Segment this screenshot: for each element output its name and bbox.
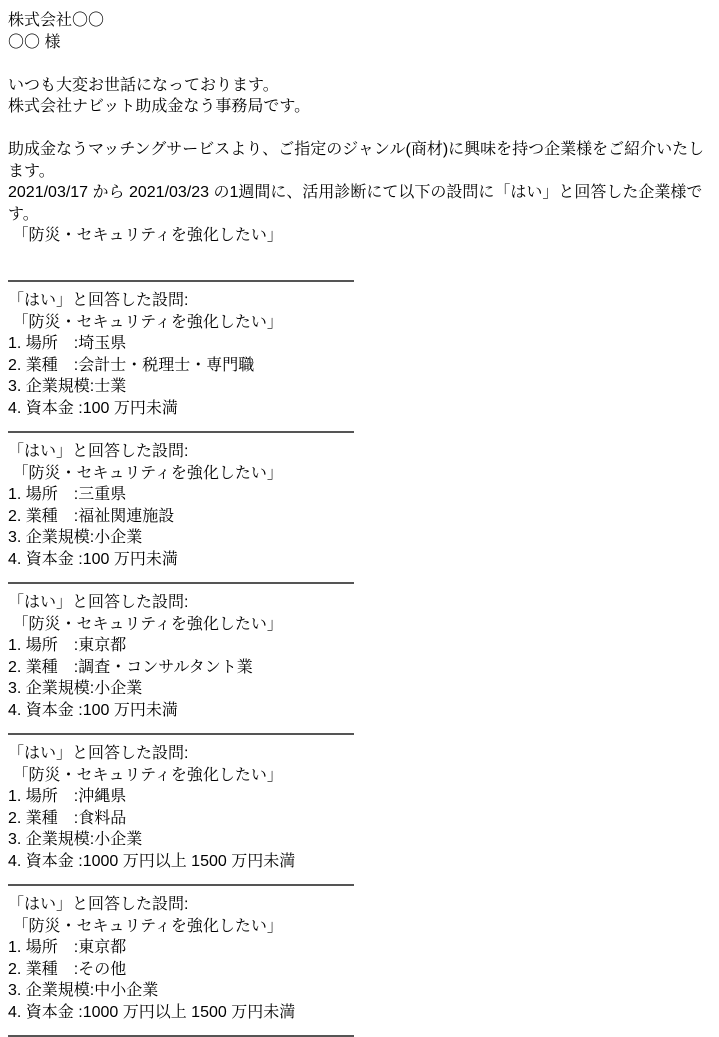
entry-field-line <box>8 851 711 873</box>
field-value: 1000 万円以上 1500 万円未満 <box>82 1003 296 1021</box>
intro-line-2: 2021/03/17 から 2021/03/23 の1週間に、活用診断にて以下の設問に「はい」と回答した企業様です。 <box>8 184 703 223</box>
field-label: 4. 資本金 : <box>8 701 83 719</box>
entry-field-line <box>8 506 711 528</box>
entry-header: 「はい」と回答した設問: <box>8 594 189 611</box>
entry-field-line <box>8 700 711 722</box>
field-label: 2. 業種 : <box>8 507 79 525</box>
field-value: 士業 <box>94 378 127 395</box>
entry-field-line <box>8 635 711 657</box>
field-value: 福祉関連施設 <box>78 507 175 525</box>
entry-field-line <box>8 527 711 549</box>
entry-question: 「防災・セキュリティを強化したい」 <box>8 464 283 482</box>
field-label: 3. 企業規模: <box>8 831 95 848</box>
greeting-line-2: 株式会社ナビット助成金なう事務局です。 <box>8 98 311 115</box>
field-label: 3. 企業規模: <box>8 378 95 395</box>
field-label: 1. 場所 : <box>8 486 79 503</box>
entry-field-line <box>8 355 711 377</box>
entry-field-line <box>8 980 711 1002</box>
entry-field-line <box>8 376 711 398</box>
email-body <box>8 10 711 1037</box>
company-list <box>8 280 711 1037</box>
company-entry <box>8 894 711 1023</box>
greeting-line-1: いつも大変お世話になっております。 <box>8 76 279 94</box>
field-label: 3. 企業規模: <box>8 982 95 999</box>
separator-line <box>8 733 354 735</box>
field-label: 3. 企業規模: <box>8 680 95 697</box>
field-value: 東京都 <box>78 939 127 956</box>
entry-field-line <box>8 786 711 808</box>
entry-header: 「はい」と回答した設問: <box>8 443 189 460</box>
entry-fields <box>8 635 711 721</box>
entry-field-line <box>8 1002 711 1024</box>
field-label: 1. 場所 : <box>8 637 79 654</box>
field-label: 2. 業種 : <box>8 960 79 978</box>
entry-header: 「はい」と回答した設問: <box>8 745 189 762</box>
entry-question: 「防災・セキュリティを強化したい」 <box>8 313 283 331</box>
entry-field-line <box>8 549 711 571</box>
field-value: その他 <box>78 960 127 978</box>
field-value: 100 万円未満 <box>82 701 178 719</box>
entry-question: 「防災・セキュリティを強化したい」 <box>8 615 283 633</box>
company-entry <box>8 743 711 872</box>
entry-field-line <box>8 678 711 700</box>
field-value: 沖縄県 <box>78 788 127 805</box>
field-value: 会計士・税理士・専門職 <box>78 356 255 374</box>
entry-field-line <box>8 808 711 830</box>
entry-fields <box>8 333 711 419</box>
entry-question: 「防災・セキュリティを強化したい」 <box>8 766 283 784</box>
field-value: 小企業 <box>94 680 143 697</box>
entry-fields <box>8 937 711 1023</box>
entry-field-line <box>8 829 711 851</box>
field-label: 1. 場所 : <box>8 335 79 352</box>
field-value: 三重県 <box>78 486 127 503</box>
blank-line <box>8 53 711 75</box>
company-entry <box>8 592 711 721</box>
blank-line <box>8 247 711 269</box>
entry-fields <box>8 484 711 570</box>
field-label: 2. 業種 : <box>8 809 79 827</box>
company-entry <box>8 290 711 419</box>
separator-line <box>8 582 354 584</box>
field-value: 東京都 <box>78 637 127 654</box>
field-value: 100 万円未満 <box>82 399 178 417</box>
separator-line <box>8 280 354 282</box>
field-label: 1. 場所 : <box>8 788 79 805</box>
entry-header: 「はい」と回答した設問: <box>8 292 189 309</box>
field-label: 2. 業種 : <box>8 658 79 676</box>
field-label: 1. 場所 : <box>8 939 79 956</box>
field-value: 小企業 <box>94 529 143 546</box>
field-label: 3. 企業規模: <box>8 529 95 546</box>
entry-question: 「防災・セキュリティを強化したい」 <box>8 917 283 935</box>
entry-field-line <box>8 398 711 420</box>
field-label: 4. 資本金 : <box>8 1003 83 1021</box>
entry-field-line <box>8 959 711 981</box>
entry-fields <box>8 786 711 872</box>
field-value: 食料品 <box>78 809 127 827</box>
intro-question-quote: 「防災・セキュリティを強化したい」 <box>8 227 283 244</box>
field-value: 調査・コンサルタント業 <box>78 658 253 676</box>
entry-header: 「はい」と回答した設問: <box>8 896 189 913</box>
intro-line-1: 助成金なうマッチングサービスより、ご指定のジャンル(商材)に興味を持つ企業様をご紹介いたします。 <box>8 141 705 180</box>
entry-field-line <box>8 333 711 355</box>
field-value: 1000 万円以上 1500 万円未満 <box>82 852 296 870</box>
field-label: 4. 資本金 : <box>8 550 83 568</box>
recipient-person: 〇〇 様 <box>8 33 61 51</box>
field-label: 4. 資本金 : <box>8 852 83 870</box>
field-value: 中小企業 <box>94 982 159 999</box>
recipient-company: 株式会社〇〇 <box>8 12 105 29</box>
field-value: 埼玉県 <box>78 335 127 352</box>
entry-field-line <box>8 937 711 959</box>
separator-line <box>8 884 354 886</box>
field-value: 小企業 <box>94 831 143 848</box>
entry-field-line <box>8 484 711 506</box>
entry-field-line <box>8 657 711 679</box>
blank-line <box>8 118 711 140</box>
field-label: 2. 業種 : <box>8 356 79 374</box>
field-label: 4. 資本金 : <box>8 399 83 417</box>
company-entry <box>8 441 711 570</box>
field-value: 100 万円未満 <box>82 550 178 568</box>
separator-line <box>8 431 354 433</box>
